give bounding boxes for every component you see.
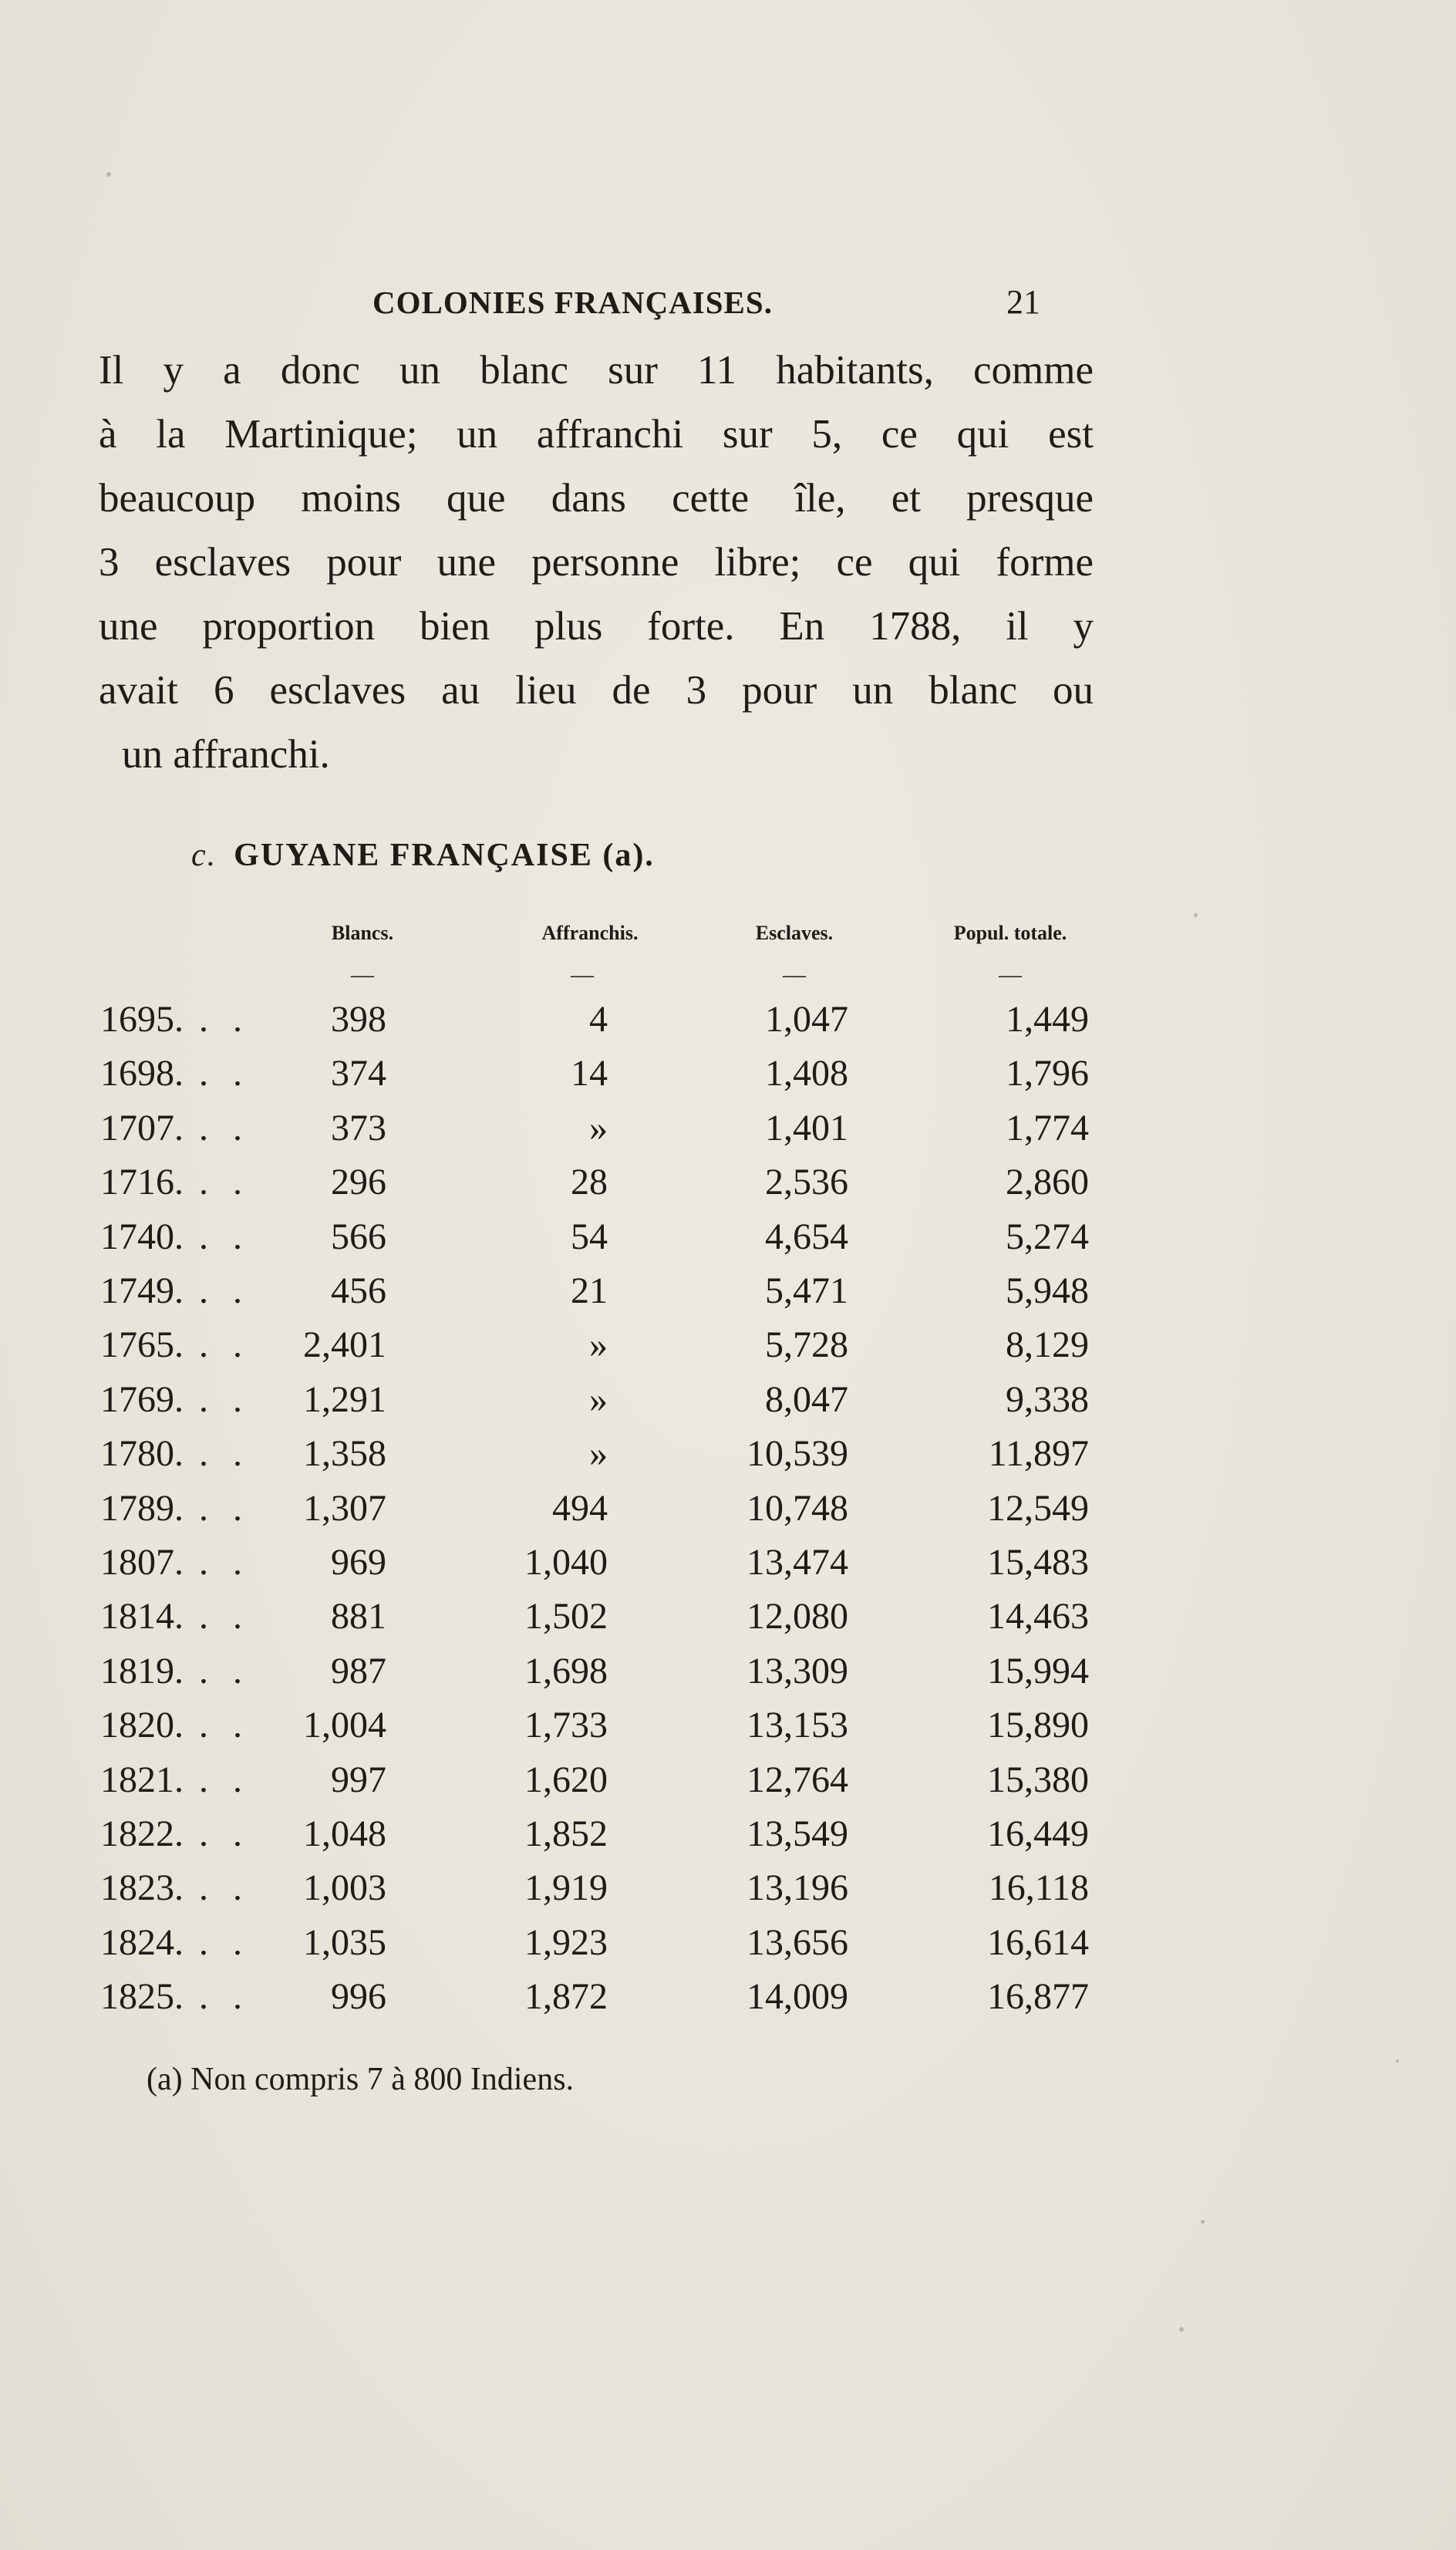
year-cell: 1821. [100, 1759, 184, 1800]
esclaves-cell: 5,728 [765, 1324, 848, 1366]
total-cell: 15,483 [987, 1542, 1089, 1583]
column-header-esclaves: Esclaves. [755, 922, 834, 944]
leader-dots: . . [199, 1433, 250, 1475]
table-row [0, 1970, 1456, 2024]
affranchis-cell: 1,040 [524, 1542, 608, 1583]
year-cell: 1825. [100, 1976, 184, 2018]
esclaves-cell: 12,764 [747, 1759, 848, 1800]
blancs-cell: 1,358 [303, 1433, 386, 1475]
affranchis-cell: 1,919 [524, 1867, 608, 1909]
total-cell: 16,449 [987, 1813, 1089, 1854]
table-row [0, 1047, 1456, 1101]
table-row [0, 1318, 1456, 1372]
paper-speck [1194, 913, 1198, 917]
leader-dots: . . [199, 1759, 250, 1800]
section-heading [191, 837, 655, 874]
blancs-cell: 969 [331, 1542, 386, 1583]
year-cell: 1740. [100, 1216, 184, 1257]
table-row [0, 1101, 1456, 1155]
column-header-total: Popul. totale. [953, 922, 1067, 944]
leader-dots: . . [199, 1107, 250, 1149]
affranchis-cell: 1,872 [524, 1976, 608, 2018]
affranchis-cell: » [589, 1433, 608, 1475]
total-cell: 1,796 [1006, 1053, 1089, 1095]
esclaves-cell: 13,196 [747, 1867, 848, 1909]
total-cell: 9,338 [1006, 1378, 1089, 1420]
year-cell: 1820. [100, 1705, 184, 1746]
total-cell: 2,860 [1006, 1162, 1089, 1203]
section-letter: c. [191, 838, 217, 873]
year-cell: 1824. [100, 1921, 184, 1963]
blancs-cell: 1,035 [303, 1921, 386, 1963]
blancs-cell: 1,048 [303, 1813, 386, 1854]
table-row [0, 1482, 1456, 1536]
leader-dots: . . [199, 1324, 250, 1366]
leader-dots: . . [199, 1596, 250, 1638]
total-cell: 1,449 [1006, 999, 1089, 1040]
section-title: GUYANE FRANÇAISE (a). [234, 838, 655, 873]
column-dash: — [999, 962, 1022, 987]
total-cell: 11,897 [988, 1433, 1089, 1475]
esclaves-cell: 4,654 [765, 1216, 848, 1257]
blancs-cell: 2,401 [303, 1324, 386, 1366]
blancs-cell: 1,003 [303, 1867, 386, 1909]
leader-dots: . . [199, 1216, 250, 1257]
leader-dots: . . [199, 1487, 250, 1529]
year-cell: 1769. [100, 1378, 184, 1420]
esclaves-cell: 13,309 [747, 1650, 848, 1692]
column-dash: — [571, 962, 594, 987]
year-cell: 1749. [100, 1270, 184, 1311]
table-row [0, 1427, 1456, 1481]
leader-dots: . . [199, 1378, 250, 1420]
paragraph-line: beaucoup moins que dans cette île, et presque [99, 476, 1094, 521]
total-cell: 16,118 [988, 1867, 1089, 1909]
total-cell: 16,614 [987, 1921, 1089, 1963]
column-header-affranchis: Affranchis. [541, 922, 639, 944]
table-row [0, 1536, 1456, 1590]
table-row [0, 1753, 1456, 1807]
year-cell: 1698. [100, 1053, 184, 1095]
year-cell: 1765. [100, 1324, 184, 1366]
table-row [0, 1861, 1456, 1915]
paper-speck [1396, 2059, 1399, 2063]
affranchis-cell: » [589, 1324, 608, 1366]
blancs-cell: 374 [331, 1053, 386, 1095]
blancs-cell: 566 [331, 1216, 386, 1257]
esclaves-cell: 8,047 [765, 1378, 848, 1420]
affranchis-cell: 54 [571, 1216, 608, 1257]
table-row [0, 1590, 1456, 1644]
blancs-cell: 1,004 [303, 1705, 386, 1746]
year-cell: 1814. [100, 1596, 184, 1638]
affranchis-cell: » [589, 1107, 608, 1149]
paper-speck [1179, 2327, 1184, 2332]
year-cell: 1695. [100, 999, 184, 1040]
blancs-cell: 987 [331, 1650, 386, 1692]
blancs-cell: 997 [331, 1759, 386, 1800]
total-cell: 16,877 [987, 1976, 1089, 2018]
affranchis-cell: 1,733 [524, 1705, 608, 1746]
year-cell: 1789. [100, 1487, 184, 1529]
esclaves-cell: 1,047 [765, 999, 848, 1040]
leader-dots: . . [199, 1813, 250, 1854]
leader-dots: . . [199, 1650, 250, 1692]
leader-dots: . . [199, 1270, 250, 1311]
affranchis-cell: 28 [571, 1162, 608, 1203]
table-row [0, 1698, 1456, 1752]
total-cell: 15,380 [987, 1759, 1089, 1800]
affranchis-cell: 1,620 [524, 1759, 608, 1800]
year-cell: 1823. [100, 1867, 184, 1909]
esclaves-cell: 2,536 [765, 1162, 848, 1203]
blancs-cell: 1,291 [303, 1378, 386, 1420]
esclaves-cell: 1,408 [765, 1053, 848, 1095]
paragraph-line: une proportion bien plus forte. En 1788, il y [99, 604, 1094, 649]
esclaves-cell: 12,080 [747, 1596, 848, 1638]
column-dash: — [783, 962, 806, 987]
paragraph-line: Il y a donc un blanc sur 11 habitants, comme [99, 348, 1094, 393]
table-row [0, 1644, 1456, 1698]
esclaves-cell: 1,401 [765, 1107, 848, 1149]
total-cell: 5,948 [1006, 1270, 1089, 1311]
year-cell: 1716. [100, 1162, 184, 1203]
year-cell: 1822. [100, 1813, 184, 1854]
leader-dots: . . [199, 1542, 250, 1583]
leader-dots: . . [199, 999, 250, 1040]
esclaves-cell: 13,474 [747, 1542, 848, 1583]
column-header-blancs: Blancs. [331, 922, 394, 944]
paragraph-line: à la Martinique; un affranchi sur 5, ce qui est [99, 412, 1094, 457]
running-title: COLONIES FRANÇAISES. [372, 285, 773, 320]
table-row [0, 1373, 1456, 1427]
esclaves-cell: 13,656 [747, 1921, 848, 1963]
affranchis-cell: 494 [552, 1487, 608, 1529]
paragraph-line: 3 esclaves pour une personne libre; ce qui forme [99, 540, 1094, 585]
blancs-cell: 456 [331, 1270, 386, 1311]
leader-dots: . . [199, 1705, 250, 1746]
esclaves-cell: 13,153 [747, 1705, 848, 1746]
esclaves-cell: 14,009 [747, 1976, 848, 2018]
total-cell: 1,774 [1006, 1107, 1089, 1149]
year-cell: 1807. [100, 1542, 184, 1583]
paragraph-line: un affranchi. [122, 732, 330, 777]
running-head [0, 278, 1456, 324]
leader-dots: . . [199, 1867, 250, 1909]
affranchis-cell: 1,698 [524, 1650, 608, 1692]
column-dash: — [351, 962, 374, 987]
affranchis-cell: 21 [571, 1270, 608, 1311]
table-row [0, 1155, 1456, 1209]
total-cell: 15,890 [987, 1705, 1089, 1746]
total-cell: 5,274 [1006, 1216, 1089, 1257]
year-cell: 1707. [100, 1107, 184, 1149]
blancs-cell: 1,307 [303, 1487, 386, 1529]
blancs-cell: 373 [331, 1107, 386, 1149]
affranchis-cell: 4 [589, 999, 608, 1040]
blancs-cell: 881 [331, 1596, 386, 1638]
year-cell: 1780. [100, 1433, 184, 1475]
blancs-cell: 398 [331, 999, 386, 1040]
affranchis-cell: 1,923 [524, 1921, 608, 1963]
paper-speck [106, 172, 111, 177]
leader-dots: . . [199, 1921, 250, 1963]
affranchis-cell: » [589, 1378, 608, 1420]
affranchis-cell: 1,852 [524, 1813, 608, 1854]
paper-speck [1201, 2220, 1205, 2224]
leader-dots: . . [199, 1162, 250, 1203]
esclaves-cell: 5,471 [765, 1270, 848, 1311]
total-cell: 8,129 [1006, 1324, 1089, 1366]
footnote: (a) Non compris 7 à 800 Indiens. [147, 2062, 575, 2097]
year-cell: 1819. [100, 1650, 184, 1692]
paragraph-line: avait 6 esclaves au lieu de 3 pour un blanc ou [99, 668, 1094, 713]
table-row [0, 1916, 1456, 1970]
esclaves-cell: 13,549 [747, 1813, 848, 1854]
leader-dots: . . [199, 1976, 250, 2018]
affranchis-cell: 14 [571, 1053, 608, 1095]
total-cell: 12,549 [987, 1487, 1089, 1529]
table-row [0, 1264, 1456, 1318]
total-cell: 14,463 [987, 1596, 1089, 1638]
table-row [0, 993, 1456, 1047]
affranchis-cell: 1,502 [524, 1596, 608, 1638]
table-row [0, 1807, 1456, 1861]
page-number: 21 [1006, 283, 1040, 321]
blancs-cell: 296 [331, 1162, 386, 1203]
leader-dots: . . [199, 1053, 250, 1095]
total-cell: 15,994 [987, 1650, 1089, 1692]
esclaves-cell: 10,748 [747, 1487, 848, 1529]
esclaves-cell: 10,539 [747, 1433, 848, 1475]
table-row [0, 1210, 1456, 1264]
blancs-cell: 996 [331, 1976, 386, 2018]
